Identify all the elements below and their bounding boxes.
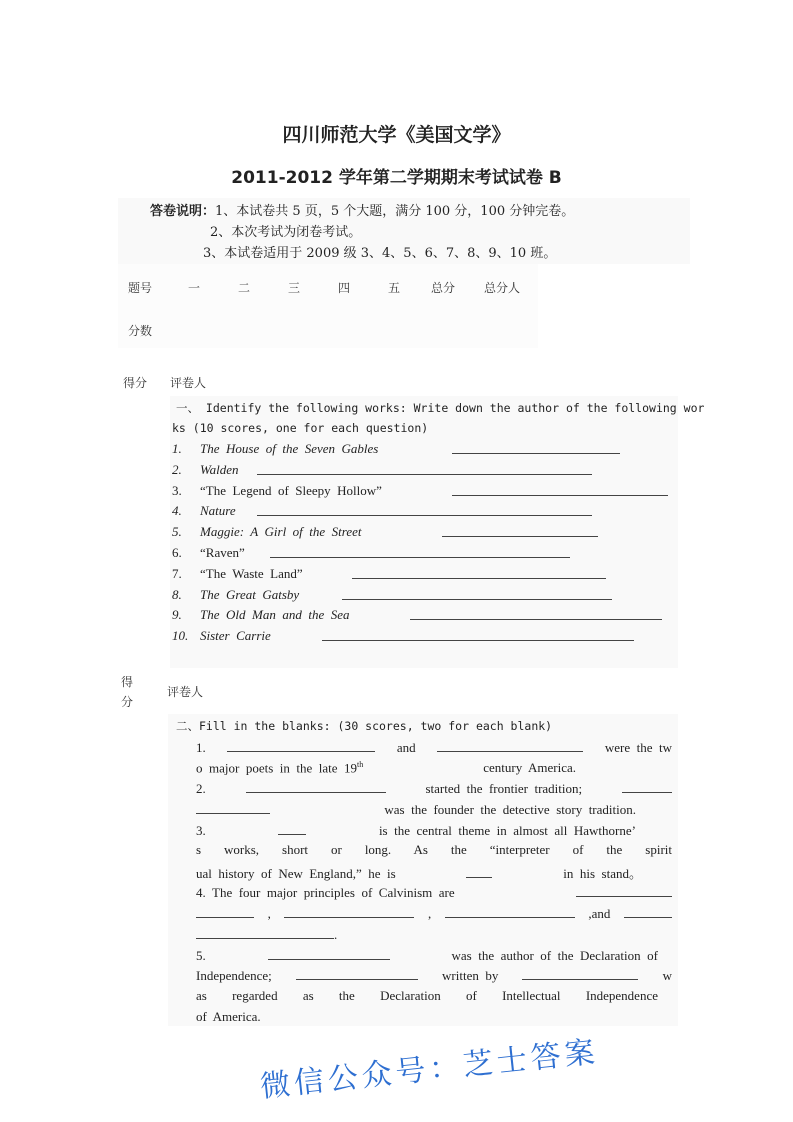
- q1-line: [196, 739, 672, 756]
- item-number: 10.: [172, 628, 189, 644]
- q4-line-2: [196, 905, 672, 922]
- blank[interactable]: [624, 905, 672, 918]
- table-header: 五: [388, 281, 401, 295]
- q2-line-2: [196, 801, 636, 818]
- q5-line: [196, 947, 658, 964]
- text: in his stand。: [563, 866, 642, 881]
- blank[interactable]: [196, 905, 254, 918]
- list-item: [172, 524, 362, 540]
- list-item: [172, 545, 245, 561]
- work-title: “The Waste Land”: [200, 565, 303, 581]
- answer-blank[interactable]: [270, 545, 570, 558]
- text: o major poets in the late 19th: [196, 760, 364, 776]
- item-number: 9.: [172, 607, 182, 623]
- q3-line: [196, 822, 636, 839]
- blank[interactable]: [466, 865, 492, 878]
- q2-line: [196, 780, 672, 797]
- answer-blank[interactable]: [257, 462, 592, 475]
- work-title: The Great Gatsby: [200, 586, 300, 602]
- list-item: [172, 607, 349, 623]
- list-item: [172, 441, 378, 457]
- score-label: 得分: [121, 675, 134, 709]
- instructions-line-3: 3、本试卷适用于 2009 级 3、4、5、6、7、8、9、10 班。: [203, 246, 557, 261]
- q5-line-2: [196, 967, 672, 984]
- text: started the frontier tradition;: [425, 781, 583, 796]
- table-header: 四: [338, 281, 351, 295]
- text: w: [662, 968, 672, 983]
- list-item: [172, 628, 271, 644]
- table-header: 总分人: [484, 281, 521, 295]
- blank[interactable]: [576, 884, 672, 897]
- item-number: 8.: [172, 586, 182, 602]
- text: were the tw: [604, 740, 672, 755]
- item-number: 5.: [172, 524, 182, 540]
- answer-blank[interactable]: [410, 607, 662, 620]
- work-title: Nature: [200, 503, 236, 519]
- q-num: 5.: [196, 948, 206, 963]
- blank[interactable]: [296, 967, 418, 980]
- answer-blank[interactable]: [452, 483, 668, 496]
- blank[interactable]: [445, 905, 575, 918]
- q3-line-2: s works, short or long. As the “interpreter of the spirit: [196, 842, 672, 857]
- work-title: The House of the Seven Gables: [200, 441, 379, 456]
- work-title: “Raven”: [200, 545, 245, 560]
- instructions-label: 答卷说明：: [150, 204, 216, 219]
- blank[interactable]: [284, 905, 414, 918]
- list-item: [172, 483, 382, 499]
- text: .: [334, 927, 338, 942]
- blank[interactable]: [622, 780, 672, 793]
- answer-blank[interactable]: [342, 587, 612, 600]
- table-header: 三: [288, 281, 301, 295]
- answer-blank[interactable]: [257, 503, 592, 516]
- work-title: “The Legend of Sleepy Hollow”: [200, 482, 382, 498]
- answer-blank[interactable]: [322, 628, 634, 641]
- blank[interactable]: [268, 947, 390, 960]
- blank[interactable]: [278, 822, 306, 835]
- q1-line-2: [196, 760, 576, 776]
- q5-line-4: of America.: [196, 1009, 261, 1024]
- instructions-line-2: 2、本次考试为闭卷考试。: [210, 225, 362, 240]
- work-title: Sister Carrie: [200, 628, 271, 644]
- section1-heading-cont: ks (10 scores, one for each question): [172, 421, 429, 435]
- blank[interactable]: [227, 739, 375, 752]
- answer-blank[interactable]: [442, 524, 598, 537]
- text: Independence;: [196, 968, 272, 983]
- table-header: 一: [188, 281, 201, 295]
- blank[interactable]: [196, 926, 334, 939]
- list-item: [172, 587, 299, 603]
- work-title: The Old Man and the Sea: [200, 607, 350, 623]
- text: ,: [427, 906, 432, 921]
- blank[interactable]: [196, 801, 270, 814]
- text: was the founder the detective story tradition.: [384, 802, 636, 817]
- text: ual history of New England,” he is: [196, 866, 396, 881]
- text: and: [396, 740, 416, 755]
- text: was the author of the Declaration of: [451, 948, 658, 963]
- table-row-label: 分数: [128, 324, 153, 338]
- answer-blank[interactable]: [452, 441, 620, 454]
- instructions-text: 1、本试卷共 5 页，5 个大题，满分 100 分，100 分钟完卷。: [215, 204, 575, 219]
- q-num: 1.: [196, 740, 206, 755]
- q5-line-3: as regarded as the Declaration of Intellectual Independence: [196, 988, 658, 1003]
- text: ,: [267, 906, 271, 921]
- blank[interactable]: [522, 967, 638, 980]
- text: is the central theme in almost all Hawthorne’: [378, 823, 636, 838]
- q-num: 3.: [196, 823, 206, 838]
- q4-line: [196, 884, 672, 901]
- page-title: 四川师范大学《美国文学》: [282, 124, 511, 146]
- list-item: [172, 462, 239, 478]
- table-header: 总分: [431, 281, 456, 295]
- item-number: 6.: [172, 545, 182, 560]
- work-title: Walden: [200, 461, 239, 477]
- item-number: 1.: [172, 441, 182, 456]
- item-number: 3.: [172, 482, 182, 498]
- grader-label: 评卷人: [167, 685, 204, 699]
- text: century America.: [483, 760, 576, 776]
- item-number: 4.: [172, 503, 182, 519]
- work-title: Maggie: A Girl of the Street: [200, 524, 362, 540]
- blank[interactable]: [246, 780, 386, 793]
- page-subtitle: 2011-2012 学年第二学期期末考试试卷 B: [231, 168, 562, 188]
- item-number: 2.: [172, 461, 182, 477]
- item-number: 7.: [172, 565, 182, 581]
- grader-label: 评卷人: [170, 376, 207, 390]
- table-header: 题号: [128, 281, 153, 295]
- answer-blank[interactable]: [352, 566, 606, 579]
- blank[interactable]: [437, 739, 583, 752]
- q4-line-3: [196, 926, 337, 943]
- section2-heading: 二、Fill in the blanks: (30 scores, two for each blank): [176, 719, 553, 733]
- watermark: 微信公众号：芝士答案: [258, 1034, 601, 1105]
- list-item: [172, 566, 303, 582]
- q3-line-3: [196, 863, 642, 882]
- text: ,and: [588, 906, 611, 921]
- section1-heading: 一、 Identify the following works: Write down the author of the following wor: [176, 401, 705, 415]
- text: 4. The four major principles of Calvinism are: [196, 885, 455, 900]
- q-num: 2.: [196, 781, 206, 796]
- text: written by: [442, 968, 499, 983]
- score-label: 得分: [123, 376, 148, 390]
- instructions-line-1: [150, 200, 574, 219]
- list-item: [172, 503, 236, 519]
- table-header: 二: [238, 281, 251, 295]
